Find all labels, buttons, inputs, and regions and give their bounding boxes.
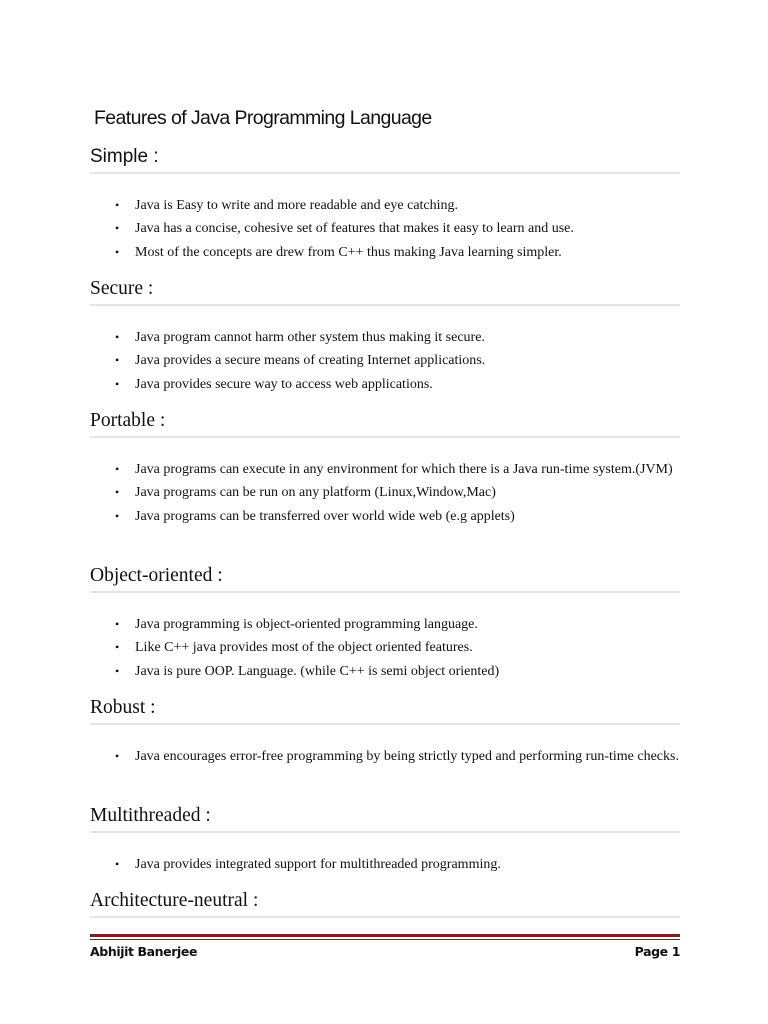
heading-divider	[90, 436, 680, 438]
bullet-icon: •	[115, 640, 120, 655]
bullet-icon: •	[115, 857, 120, 871]
bullet-icon: •	[115, 663, 120, 678]
section-object-oriented	[90, 564, 680, 683]
bullet-icon: •	[115, 508, 120, 523]
footer-divider	[90, 934, 680, 937]
section-architecture-neutral	[90, 889, 680, 918]
bullet-icon: •	[115, 485, 120, 500]
list-item: • Like C++ java provides most of the object oriented features.	[90, 636, 680, 659]
list-item: • Java programming is object-oriented programming language.	[90, 613, 680, 636]
heading-divider	[90, 916, 680, 918]
list-item: • Java programs can be transferred over world wide web (e.g applets)	[90, 505, 680, 528]
bullet-icon: •	[115, 330, 120, 344]
section-simple	[90, 145, 680, 264]
bullet-icon: •	[115, 353, 120, 368]
list-item: • Java has a concise, cohesive set of features that makes it easy to learn and use.	[90, 217, 680, 240]
list-item: • Java is Easy to write and more readable and eye catching.	[90, 194, 680, 217]
bullet-icon: •	[115, 244, 120, 259]
bullet-list	[90, 853, 680, 876]
section-heading: Simple :	[90, 146, 159, 167]
list-item: • Java is pure OOP. Language. (while C++ is semi object oriented)	[90, 660, 680, 683]
page-number: Page 1	[634, 944, 680, 959]
bullet-icon: •	[115, 617, 120, 631]
section-heading: Object-oriented :	[90, 565, 223, 586]
section-heading: Robust :	[90, 697, 156, 718]
section-robust	[90, 696, 680, 768]
section-heading: Multithreaded :	[90, 805, 211, 826]
list-item: • Java encourages error-free programming by being strictly typed and performing run-time checks.	[90, 745, 680, 768]
bullet-icon: •	[115, 221, 120, 236]
bullet-icon: •	[115, 462, 120, 476]
bullet-list	[90, 613, 680, 683]
heading-divider	[90, 831, 680, 833]
list-item: • Most of the concepts are drew from C++ thus making Java learning simpler.	[90, 241, 680, 264]
section-heading: Secure :	[90, 278, 154, 299]
section-multithreaded	[90, 804, 680, 876]
list-item: • Java programs can be run on any platform (Linux,Window,Mac)	[90, 481, 680, 504]
section-portable	[90, 409, 680, 528]
list-item: • Java provides secure way to access web applications.	[90, 373, 680, 396]
section-heading: Architecture-neutral :	[90, 890, 259, 911]
bullet-icon: •	[115, 376, 120, 391]
document-title: Features of Java Programming Language	[94, 107, 432, 129]
section-secure	[90, 277, 680, 396]
heading-divider	[90, 591, 680, 593]
bullet-list	[90, 745, 680, 768]
bullet-list	[90, 458, 680, 528]
page-footer	[90, 934, 680, 959]
bullet-icon: •	[115, 749, 120, 763]
list-item: • Java program cannot harm other system thus making it secure.	[90, 326, 680, 349]
list-item: • Java provides integrated support for multithreaded programming.	[90, 853, 680, 876]
bullet-list	[90, 326, 680, 396]
section-heading: Portable :	[90, 410, 166, 431]
heading-divider	[90, 304, 680, 306]
list-item: • Java provides a secure means of creating Internet applications.	[90, 349, 680, 372]
footer-author: Abhijit Banerjee	[90, 944, 198, 959]
heading-divider	[90, 172, 680, 174]
bullet-icon: •	[115, 198, 120, 212]
footer-row	[90, 944, 680, 959]
list-item: • Java programs can execute in any environment for which there is a Java run-time system.(JVM)	[90, 458, 680, 481]
heading-divider	[90, 723, 680, 725]
bullet-list	[90, 194, 680, 264]
footer-divider-thin	[90, 939, 680, 940]
